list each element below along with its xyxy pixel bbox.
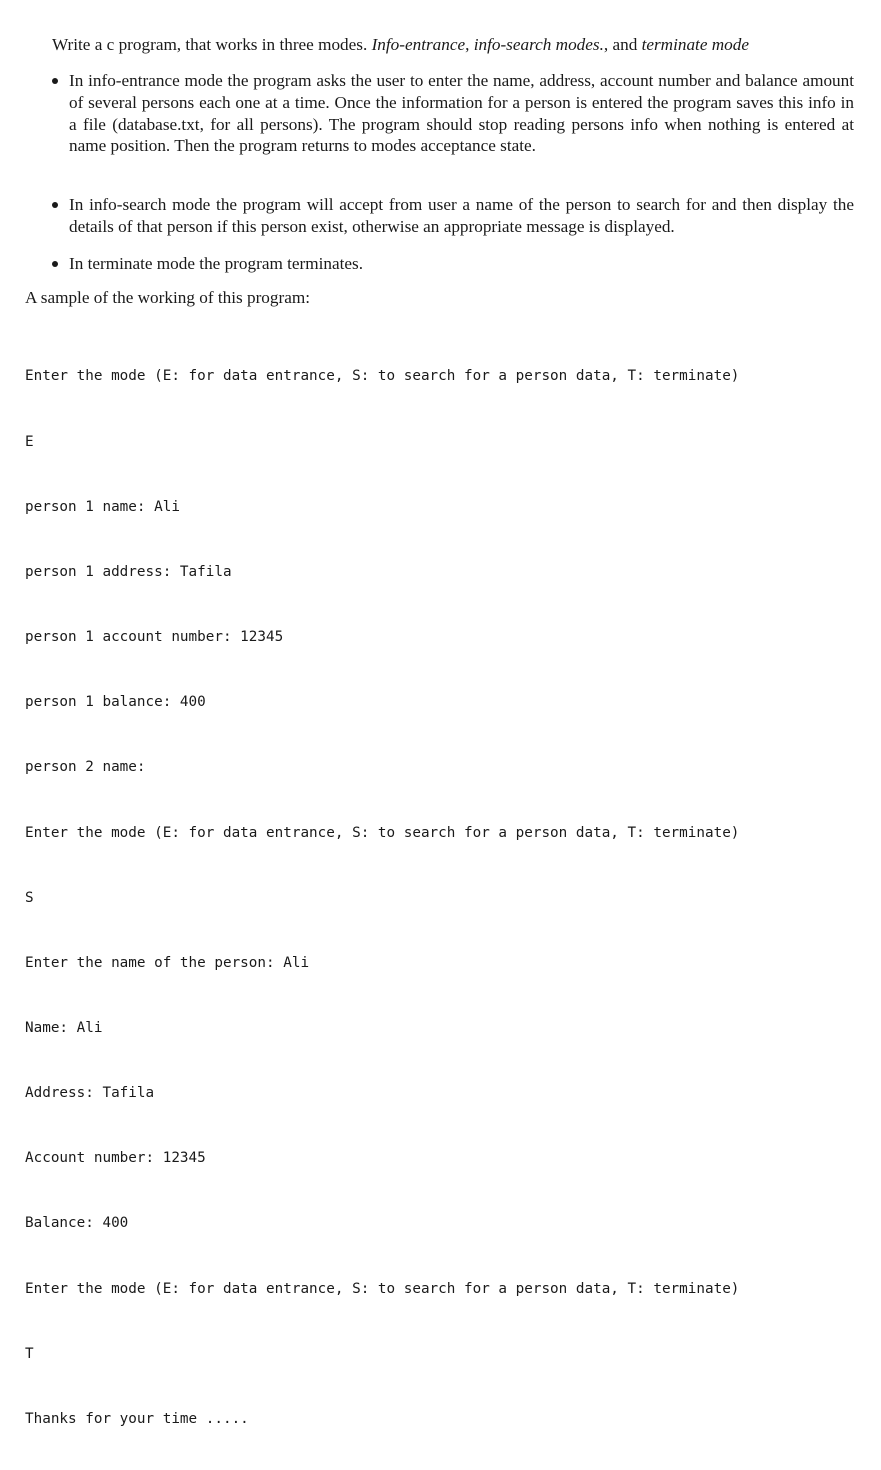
console-line: Thanks for your time ..... [25,1410,249,1427]
console-line: person 1 name: Ali [25,498,180,515]
console-line: Address: Tafila [25,1085,155,1102]
console-line: Account number: 12345 [25,1150,206,1167]
bullet-text: In info-entrance mode the program asks the user to enter the name, address, account number and balance amount of several persons each one at a time. Once the information for a person is entered the program saves this info in a file (database.txt, for all persons). The program should stop reading persons info when nothing is entered at name position. Then the program returns to modes acceptance state. [69,71,854,156]
bullet-text: In terminate mode the program terminates. [69,254,363,273]
intro-mode-info-entrance: Info-entrance [371,35,466,54]
bullet-icon [52,261,58,267]
console-line: Enter the name of the person: Ali [25,954,310,971]
console-line: person 2 name: [25,759,146,776]
sample-intro: A sample of the working of this program: [25,288,310,307]
console-line: Balance: 400 [25,1215,129,1232]
console-line: Enter the mode (E: for data entrance, S: to search for a person data, T: terminate) [25,824,740,841]
intro-mode-terminate: terminate mode [641,35,749,54]
console-line: T [25,1345,34,1362]
intro-prefix: Write a c program, that works in three modes. [52,35,372,54]
console-line: person 1 balance: 400 [25,694,206,711]
console-line: Enter the mode (E: for data entrance, S: to search for a person data, T: terminate) [25,1280,740,1297]
console-line: person 1 account number: 12345 [25,629,284,646]
sample-console-output [25,323,739,1470]
intro-separator-1: , [465,35,474,54]
bullet-icon [52,78,58,84]
console-line: Enter the mode (E: for data entrance, S: to search for a person data, T: terminate) [25,368,740,385]
bullet-text: In info-search mode the program will accept from user a name of the person to search for and then display the details of that person if this person exist, otherwise an appropriate message is displayed. [69,195,854,236]
console-line: S [25,889,34,906]
intro-separator-2: , and [603,35,642,54]
bullet-icon [52,202,58,208]
intro-mode-info-search: info-search modes. [473,35,604,54]
console-line: Name: Ali [25,1020,103,1036]
console-line: E [25,433,34,450]
console-line: person 1 address: Tafila [25,563,232,580]
intro-paragraph [52,34,862,56]
